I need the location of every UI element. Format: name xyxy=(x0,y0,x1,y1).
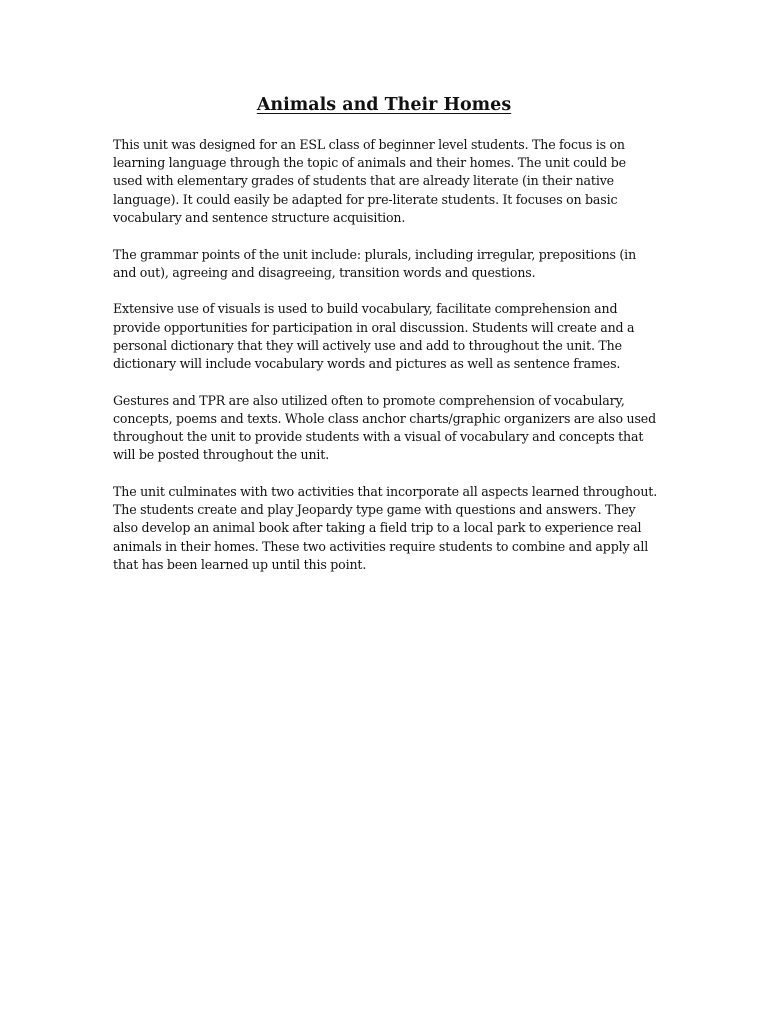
paragraph-grammar: The grammar points of the unit include: plurals, including irregular, prepositions (in and out), agreeing and disagreeing, transition words and questions. xyxy=(113,246,637,280)
document-body xyxy=(113,136,658,593)
paragraph-gestures: Gestures and TPR are also utilized often to promote comprehension of vocabulary, concepts, poems and texts. Whole class anchor charts/graphic organizers are also used throughout the unit to provide students with a visual of vocabulary and concepts that will be posted throughout the unit. xyxy=(113,392,657,463)
paragraph-intro: This unit was designed for an ESL class of beginner level students. The focus is on learning language through the topic of animals and their homes. The unit could be used with elementary grades of students that are already literate (in their native language). It could easily be adapted for pre-literate students. It focuses on basic vocabulary and sentence structure acquisition. xyxy=(113,137,626,225)
document-title: Animals and Their Homes xyxy=(256,95,512,115)
paragraph-culmination: The unit culminates with two activities that incorporate all aspects learned throughout. The students create and play Jeopardy type game with questions and answers. They also develop an animal book after taking a field trip to a local park to experience real animals in their homes. These two activities require students to combine and apply all that has been learned up until this point. xyxy=(113,484,658,572)
paragraph-visuals: Extensive use of visuals is used to build vocabulary, facilitate comprehension and provide opportunities for participation in oral discussion. Students will create and a personal dictionary that they will actively use and add to throughout the unit. The dictionary will include vocabulary words and pictures as well as sentence frames. xyxy=(113,301,635,372)
